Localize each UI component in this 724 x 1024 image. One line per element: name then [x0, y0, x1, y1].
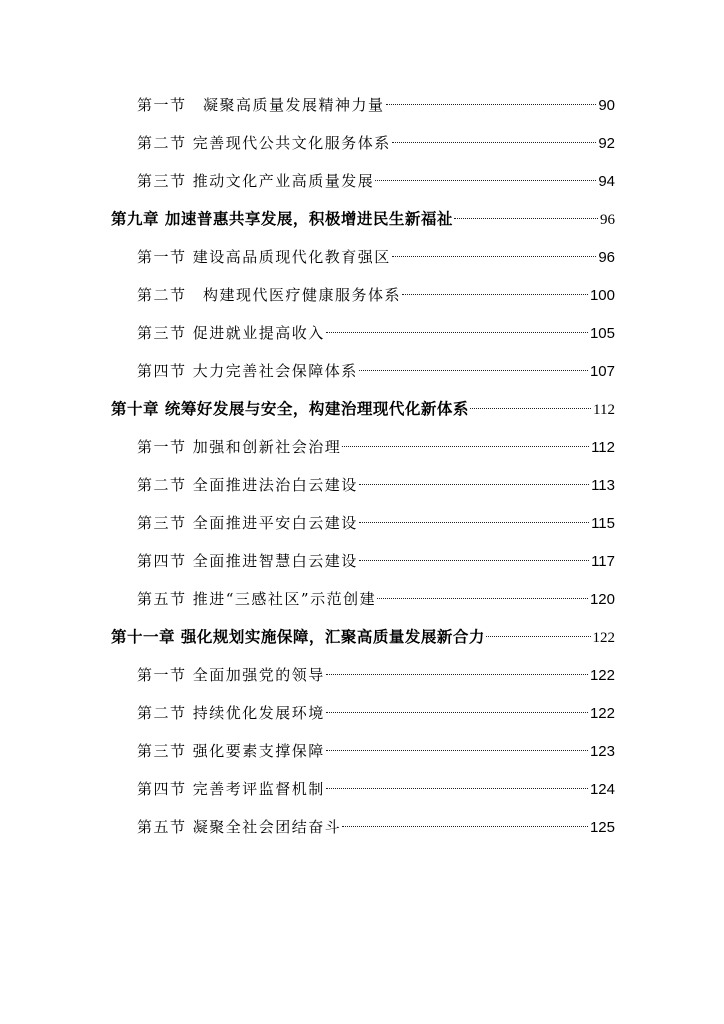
toc-page-number: 92 — [598, 135, 615, 152]
toc-entry-section[interactable] — [137, 130, 615, 156]
toc-entry-title: 第二节 构建现代医疗健康服务体系 — [137, 286, 402, 304]
toc-entry-title: 第二节 完善现代公共文化服务体系 — [137, 134, 391, 152]
dot-leader — [359, 370, 588, 371]
toc-page-number: 105 — [589, 325, 615, 342]
toc-entry-title: 第四节 全面推进智慧白云建设 — [137, 552, 358, 570]
toc-entry-section[interactable] — [137, 814, 615, 840]
toc-entry-title: 第二节 持续优化发展环境 — [137, 704, 325, 722]
dot-leader — [326, 788, 588, 789]
toc-entry-section[interactable] — [137, 434, 615, 460]
toc-entry-chapter[interactable] — [111, 624, 615, 650]
toc-entry-title: 第四节 大力完善社会保障体系 — [137, 362, 358, 380]
dot-leader — [326, 750, 588, 751]
toc-page-number: 125 — [589, 819, 615, 836]
toc-entry-section[interactable] — [137, 282, 615, 308]
toc-page-number: 120 — [589, 591, 615, 608]
toc-page-number: 124 — [589, 781, 615, 798]
toc-entry-title: 第十一章 强化规划实施保障，汇聚高质量发展新合力 — [111, 628, 485, 646]
dot-leader — [375, 180, 596, 181]
toc-entry-section[interactable] — [137, 244, 615, 270]
toc-page-number: 115 — [591, 515, 615, 532]
toc-page-number: 100 — [589, 287, 615, 304]
toc-entry-chapter[interactable] — [111, 396, 615, 422]
toc-page-number: 122 — [589, 705, 615, 722]
toc-page-number: 94 — [598, 173, 615, 190]
toc-entry-section[interactable] — [137, 586, 615, 612]
dot-leader — [392, 142, 597, 143]
dot-leader — [454, 218, 598, 219]
dot-leader — [486, 636, 591, 637]
dot-leader — [377, 598, 588, 599]
toc-entry-title: 第五节 凝聚全社会团结奋斗 — [137, 818, 342, 836]
toc-page-number: 90 — [598, 97, 615, 114]
toc-entry-title: 第十章 统筹好发展与安全，构建治理现代化新体系 — [111, 400, 469, 418]
toc-page-number: 112 — [591, 439, 615, 456]
dot-leader — [342, 446, 589, 447]
dot-leader — [342, 826, 588, 827]
toc-entry-title: 第一节 加强和创新社会治理 — [137, 438, 342, 456]
toc-entry-section[interactable] — [137, 548, 615, 574]
toc-entry-chapter[interactable] — [111, 206, 615, 232]
dot-leader — [359, 560, 589, 561]
toc-page-number: 96 — [600, 212, 615, 228]
dot-leader — [326, 712, 588, 713]
toc-entry-title: 第一节 凝聚高质量发展精神力量 — [137, 96, 385, 114]
toc-entry-title: 第五节 推进“三感社区”示范创建 — [137, 590, 377, 608]
toc-entry-section[interactable] — [137, 358, 615, 384]
toc-entry-title: 第三节 强化要素支撑保障 — [137, 742, 325, 760]
dot-leader — [359, 484, 589, 485]
toc-entry-title: 第一节 建设高品质现代化教育强区 — [137, 248, 391, 266]
toc-page-number: 122 — [592, 630, 615, 646]
toc-page-number: 117 — [591, 553, 615, 570]
toc-entry-title: 第三节 全面推进平安白云建设 — [137, 514, 358, 532]
dot-leader — [386, 104, 597, 105]
toc-entry-title: 第一节 全面加强党的领导 — [137, 666, 325, 684]
toc-entry-section[interactable] — [137, 738, 615, 764]
dot-leader — [470, 408, 591, 409]
toc-page-number: 123 — [589, 743, 615, 760]
toc-page-number: 96 — [598, 249, 615, 266]
toc-page-number: 122 — [589, 667, 615, 684]
toc-page-number: 112 — [593, 402, 615, 418]
toc-entry-title: 第三节 推动文化产业高质量发展 — [137, 172, 375, 190]
dot-leader — [326, 674, 588, 675]
toc-entry-title: 第四节 完善考评监督机制 — [137, 780, 325, 798]
toc-entry-section[interactable] — [137, 472, 615, 498]
toc-entry-section[interactable] — [137, 92, 615, 118]
dot-leader — [359, 522, 589, 523]
toc-entry-section[interactable] — [137, 168, 615, 194]
toc-entry-section[interactable] — [137, 320, 615, 346]
dot-leader — [326, 332, 588, 333]
toc-entry-section[interactable] — [137, 700, 615, 726]
dot-leader — [392, 256, 597, 257]
toc-entry-section[interactable] — [137, 776, 615, 802]
toc-entry-title: 第二节 全面推进法治白云建设 — [137, 476, 358, 494]
toc-entry-section[interactable] — [137, 662, 615, 688]
toc-page-number: 107 — [589, 363, 615, 380]
toc-entry-section[interactable] — [137, 510, 615, 536]
toc-page-number: 113 — [591, 477, 615, 494]
toc-entry-title: 第三节 促进就业提高收入 — [137, 324, 325, 342]
toc-entry-title: 第九章 加速普惠共享发展，积极增进民生新福祉 — [111, 210, 453, 228]
dot-leader — [402, 294, 588, 295]
